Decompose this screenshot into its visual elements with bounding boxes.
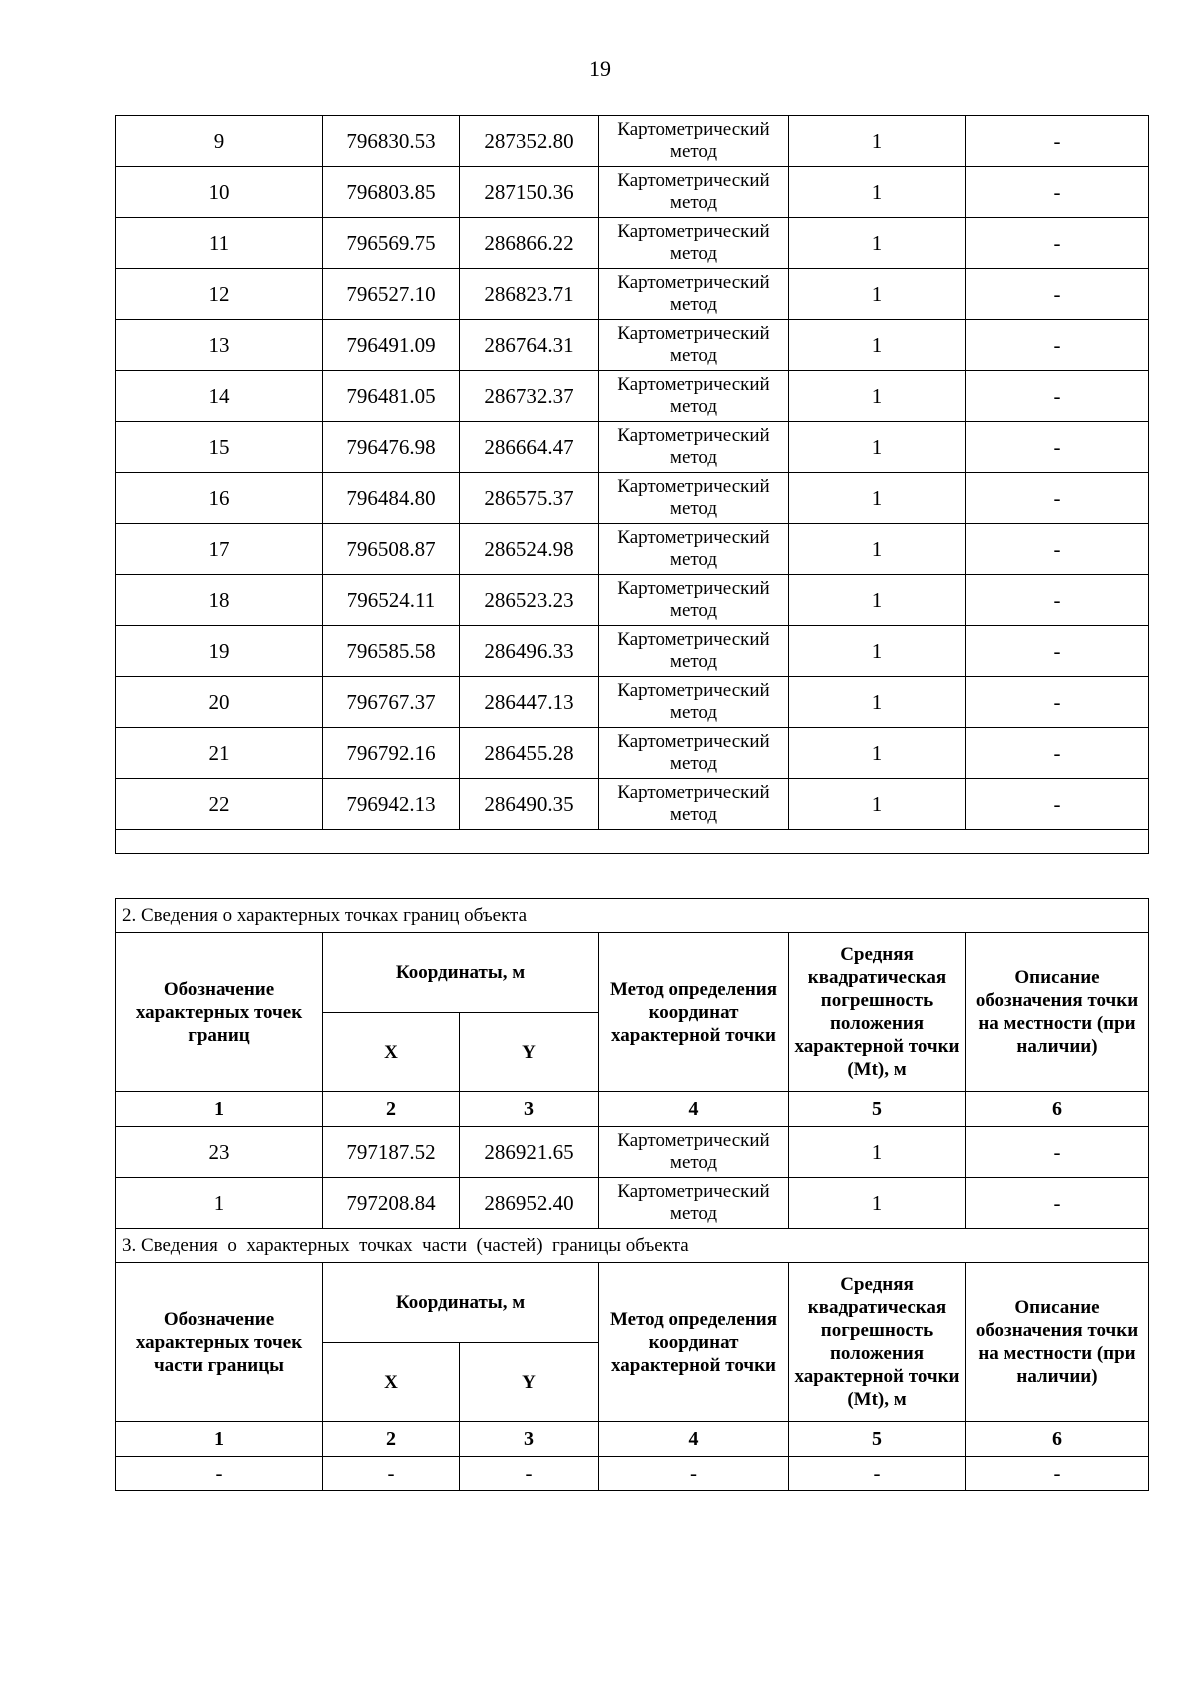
- mt-error-cell: 1: [789, 167, 966, 218]
- method-cell: [599, 575, 789, 626]
- method-line-2: метод: [669, 243, 718, 264]
- method-line-2: метод: [669, 498, 718, 519]
- point-id-cell: 16: [116, 473, 323, 524]
- description-cell: -: [966, 167, 1149, 218]
- method-line-2: метод: [669, 651, 718, 672]
- column-number-cell: 6: [966, 1422, 1149, 1457]
- column-numbers-row: [116, 1092, 1149, 1127]
- y-coordinate-cell: 286524.98: [460, 524, 599, 575]
- method-line-2: метод: [669, 447, 718, 468]
- point-id-cell: 21: [116, 728, 323, 779]
- x-coordinate-cell: 796569.75: [323, 218, 460, 269]
- description-cell: -: [966, 422, 1149, 473]
- table-row: [116, 218, 1149, 269]
- points-table-continued: [115, 115, 1149, 854]
- mt-error-cell: 1: [789, 626, 966, 677]
- x-coordinate-cell: 796830.53: [323, 116, 460, 167]
- mt-error-cell: 1: [789, 1127, 966, 1178]
- boundary-points-table: [115, 898, 1149, 1491]
- y-coordinate-cell: 286490.35: [460, 779, 599, 830]
- blank-row: [116, 830, 1149, 854]
- y-coordinate-cell: 286455.28: [460, 728, 599, 779]
- header-error: Средняя квадратическая погрешность положения характерной точки (Mt), м: [789, 1263, 966, 1422]
- table-row: [116, 779, 1149, 830]
- description-cell: -: [966, 575, 1149, 626]
- description-cell: -: [966, 116, 1149, 167]
- method-cell: [599, 422, 789, 473]
- method-line-2: метод: [669, 753, 718, 774]
- point-id-cell: 20: [116, 677, 323, 728]
- method-cell: [599, 371, 789, 422]
- description-cell: -: [966, 524, 1149, 575]
- page-number: 19: [589, 56, 611, 81]
- empty-cell: -: [460, 1457, 599, 1491]
- method-line-1: Картометрический: [617, 221, 770, 242]
- point-id-cell: 1: [116, 1178, 323, 1229]
- mt-error-cell: 1: [789, 320, 966, 371]
- column-number-cell: 1: [116, 1092, 323, 1127]
- point-id-cell: 13: [116, 320, 323, 371]
- table-row: [116, 167, 1149, 218]
- y-coordinate-cell: 286575.37: [460, 473, 599, 524]
- x-coordinate-cell: 796942.13: [323, 779, 460, 830]
- mt-error-cell: 1: [789, 524, 966, 575]
- table-row: [116, 626, 1149, 677]
- empty-cell: -: [966, 1457, 1149, 1491]
- table-row: [116, 728, 1149, 779]
- y-coordinate-cell: 286952.40: [460, 1178, 599, 1229]
- y-coordinate-cell: 286921.65: [460, 1127, 599, 1178]
- table-row: [116, 269, 1149, 320]
- description-cell: -: [966, 218, 1149, 269]
- method-line-1: Картометрический: [617, 782, 770, 803]
- column-number-cell: 2: [323, 1092, 460, 1127]
- method-cell: [599, 677, 789, 728]
- y-coordinate-cell: 286866.22: [460, 218, 599, 269]
- y-coordinate-cell: 287352.80: [460, 116, 599, 167]
- y-coordinate-cell: 286732.37: [460, 371, 599, 422]
- column-number-cell: 5: [789, 1422, 966, 1457]
- point-id-cell: 14: [116, 371, 323, 422]
- x-coordinate-cell: 796491.09: [323, 320, 460, 371]
- method-line-1: Картометрический: [617, 119, 770, 140]
- y-coordinate-cell: 286764.31: [460, 320, 599, 371]
- mt-error-cell: 1: [789, 269, 966, 320]
- header-description: Описание обозначения точки на местности (при наличии): [966, 933, 1149, 1092]
- description-cell: -: [966, 626, 1149, 677]
- method-line-1: Картометрический: [617, 1130, 770, 1151]
- column-number-cell: 4: [599, 1092, 789, 1127]
- empty-cell: -: [323, 1457, 460, 1491]
- method-line-1: Картометрический: [617, 425, 770, 446]
- description-cell: -: [966, 1127, 1149, 1178]
- method-line-1: Картометрический: [617, 170, 770, 191]
- table-row: [116, 677, 1149, 728]
- header-designation: Обозначение характерных точек границ: [116, 933, 323, 1092]
- column-number-cell: 2: [323, 1422, 460, 1457]
- description-cell: -: [966, 371, 1149, 422]
- method-line-2: метод: [669, 702, 718, 723]
- mt-error-cell: 1: [789, 371, 966, 422]
- description-cell: -: [966, 269, 1149, 320]
- method-cell: [599, 473, 789, 524]
- header-x: X: [323, 1343, 460, 1422]
- mt-error-cell: 1: [789, 575, 966, 626]
- method-line-1: Картометрический: [617, 578, 770, 599]
- description-cell: -: [966, 677, 1149, 728]
- method-line-2: метод: [669, 141, 718, 162]
- mt-error-cell: 1: [789, 422, 966, 473]
- x-coordinate-cell: 796767.37: [323, 677, 460, 728]
- y-coordinate-cell: 286523.23: [460, 575, 599, 626]
- table-row: [116, 524, 1149, 575]
- method-line-1: Картометрический: [617, 272, 770, 293]
- header-method: Метод определения координат характерной точки: [599, 933, 789, 1092]
- x-coordinate-cell: 796508.87: [323, 524, 460, 575]
- point-id-cell: 19: [116, 626, 323, 677]
- x-coordinate-cell: 796585.58: [323, 626, 460, 677]
- method-line-1: Картометрический: [617, 527, 770, 548]
- method-cell: [599, 320, 789, 371]
- method-line-2: метод: [669, 1152, 718, 1173]
- header-x: X: [323, 1013, 460, 1092]
- section-2-title: 2. Сведения о характерных точках границ объекта: [116, 899, 1149, 933]
- header-y: Y: [460, 1343, 599, 1422]
- header-coordinates: Координаты, м: [323, 933, 599, 1013]
- column-number-cell: 1: [116, 1422, 323, 1457]
- method-cell: [599, 116, 789, 167]
- method-cell: [599, 269, 789, 320]
- method-line-2: метод: [669, 1203, 718, 1224]
- mt-error-cell: 1: [789, 1178, 966, 1229]
- table-row: [116, 473, 1149, 524]
- method-line-2: метод: [669, 294, 718, 315]
- method-line-1: Картометрический: [617, 629, 770, 650]
- point-id-cell: 9: [116, 116, 323, 167]
- table-row: [116, 320, 1149, 371]
- y-coordinate-cell: 287150.36: [460, 167, 599, 218]
- header-description: Описание обозначения точки на местности (при наличии): [966, 1263, 1149, 1422]
- point-id-cell: 15: [116, 422, 323, 473]
- point-id-cell: 10: [116, 167, 323, 218]
- column-number-cell: 5: [789, 1092, 966, 1127]
- column-number-cell: 3: [460, 1092, 599, 1127]
- point-id-cell: 23: [116, 1127, 323, 1178]
- column-number-cell: 3: [460, 1422, 599, 1457]
- column-number-cell: 4: [599, 1422, 789, 1457]
- x-coordinate-cell: 796527.10: [323, 269, 460, 320]
- x-coordinate-cell: 796484.80: [323, 473, 460, 524]
- section-3-title: 3. Сведения о характерных точках части (частей) границы объекта: [116, 1229, 1149, 1263]
- method-line-1: Картометрический: [617, 680, 770, 701]
- column-number-cell: 6: [966, 1092, 1149, 1127]
- point-id-cell: 22: [116, 779, 323, 830]
- mt-error-cell: 1: [789, 677, 966, 728]
- method-cell: [599, 779, 789, 830]
- method-cell: [599, 524, 789, 575]
- table-row: [116, 116, 1149, 167]
- description-cell: -: [966, 779, 1149, 830]
- method-line-2: метод: [669, 804, 718, 825]
- x-coordinate-cell: 796792.16: [323, 728, 460, 779]
- method-line-2: метод: [669, 192, 718, 213]
- method-line-1: Картометрический: [617, 374, 770, 395]
- empty-cell: -: [116, 1457, 323, 1491]
- x-coordinate-cell: 797187.52: [323, 1127, 460, 1178]
- method-line-1: Картометрический: [617, 731, 770, 752]
- column-numbers-row: [116, 1422, 1149, 1457]
- header-designation: Обозначение характерных точек части границы: [116, 1263, 323, 1422]
- table-row: [116, 422, 1149, 473]
- blank-cell: [116, 830, 1149, 854]
- method-cell: [599, 728, 789, 779]
- table-row: [116, 1178, 1149, 1229]
- method-line-1: Картометрический: [617, 323, 770, 344]
- y-coordinate-cell: 286664.47: [460, 422, 599, 473]
- method-line-2: метод: [669, 396, 718, 417]
- method-cell: [599, 1178, 789, 1229]
- method-line-2: метод: [669, 345, 718, 366]
- description-cell: -: [966, 1178, 1149, 1229]
- mt-error-cell: 1: [789, 116, 966, 167]
- description-cell: -: [966, 728, 1149, 779]
- method-line-1: Картометрический: [617, 1181, 770, 1202]
- point-id-cell: 11: [116, 218, 323, 269]
- table-row: [116, 371, 1149, 422]
- x-coordinate-cell: 796524.11: [323, 575, 460, 626]
- method-cell: [599, 218, 789, 269]
- x-coordinate-cell: 797208.84: [323, 1178, 460, 1229]
- x-coordinate-cell: 796803.85: [323, 167, 460, 218]
- description-cell: -: [966, 320, 1149, 371]
- point-id-cell: 18: [116, 575, 323, 626]
- header-coordinates: Координаты, м: [323, 1263, 599, 1343]
- y-coordinate-cell: 286447.13: [460, 677, 599, 728]
- header-y: Y: [460, 1013, 599, 1092]
- y-coordinate-cell: 286496.33: [460, 626, 599, 677]
- header-error: Средняя квадратическая погрешность положения характерной точки (Mt), м: [789, 933, 966, 1092]
- point-id-cell: 12: [116, 269, 323, 320]
- table-row: [116, 1127, 1149, 1178]
- empty-cell: -: [789, 1457, 966, 1491]
- method-cell: [599, 167, 789, 218]
- description-cell: -: [966, 473, 1149, 524]
- method-line-2: метод: [669, 549, 718, 570]
- mt-error-cell: 1: [789, 218, 966, 269]
- mt-error-cell: 1: [789, 728, 966, 779]
- table-row: [116, 1457, 1149, 1491]
- mt-error-cell: 1: [789, 779, 966, 830]
- header-method: Метод определения координат характерной точки: [599, 1263, 789, 1422]
- method-cell: [599, 1127, 789, 1178]
- empty-cell: -: [599, 1457, 789, 1491]
- table-row: [116, 575, 1149, 626]
- method-line-2: метод: [669, 600, 718, 621]
- method-line-1: Картометрический: [617, 476, 770, 497]
- x-coordinate-cell: 796476.98: [323, 422, 460, 473]
- point-id-cell: 17: [116, 524, 323, 575]
- x-coordinate-cell: 796481.05: [323, 371, 460, 422]
- method-cell: [599, 626, 789, 677]
- y-coordinate-cell: 286823.71: [460, 269, 599, 320]
- mt-error-cell: 1: [789, 473, 966, 524]
